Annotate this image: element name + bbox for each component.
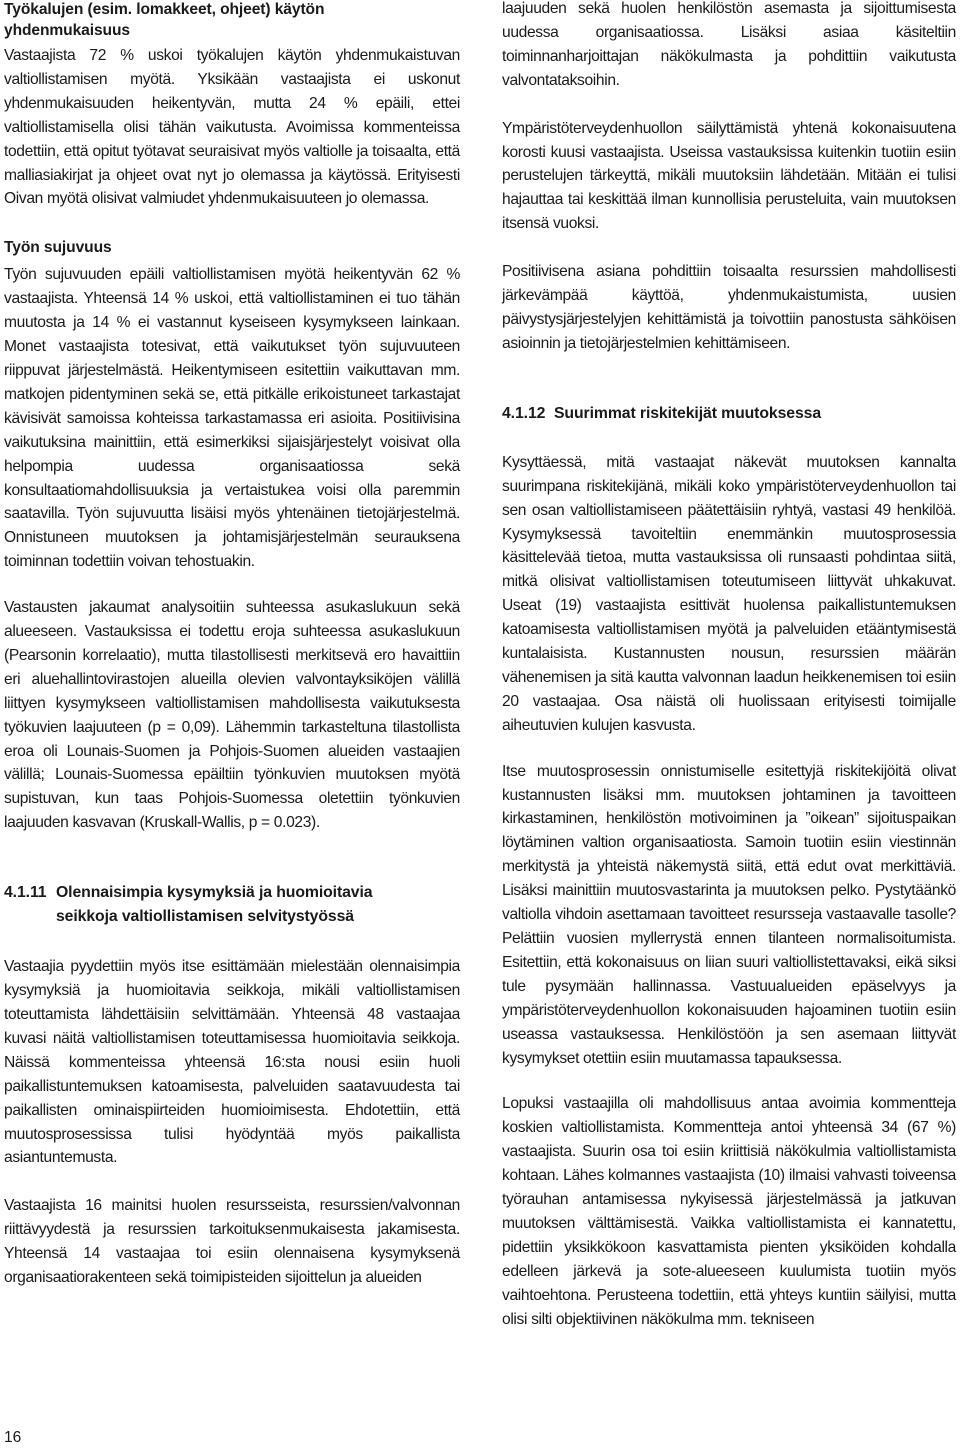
paragraph-tools: Vastaajista 72 % uskoi työkalujen käytön yhdenmukaistuvan valtiollistamisen myötä. Yksikään vastaajista ei uskonut yhdenmukaisuuden heikentyvän, mutta 24 % epäili, ettei valtiollistamisella olisi tähän vaikutusta. Avoimissa kommenteissa todettiin, että opitut työtavat seuraisivat myös valtiolle ja toisaalta, että malliasiakirjat ja ohjeet ovat nyt jo olemassa ja käytössä. Erityisesti Oivan myötä olisivat valmiudet yhdenmukaisuuteen jo olemassa. — [4, 47, 460, 208]
heading-work-flow: Työn sujuvuus — [4, 239, 112, 257]
section-number: 4.1.11 — [4, 884, 47, 902]
paragraph-resources: Vastaajista 16 mainitsi huolen resursseista, resurssien/valvonnan riittävyydestä ja resurssien tarkoituksenmukaisesta jakamisesta. Yhteensä 14 vastaajaa toi esiin olennaisena kysymyksenä organisaatiorakenteen sekä toimipisteiden sijoittelun ja alueiden — [4, 1197, 460, 1287]
section-number: 4.1.12 — [502, 404, 546, 422]
paragraph-positive: Positiivisena asiana pohdittiin toisaalta resurssien mahdollisesti järkevämpää käyttöä, yhdenmukaistumista, uusien päivystysjärjestelyjen kehittämistä ja toivottiin panostusta sähköisen asioinnin ja tietojärjestelmien kehittämiseen. — [502, 263, 956, 352]
left-column — [4, 0, 460, 1290]
paragraph-work-flow: Työn sujuvuuden epäili valtiollistamisen myötä heikentyvän 62 % vastaajista. Yhteensä 14 % uskoi, että valtiollistaminen ei tuo tähän muutosta ja 14 % ei vastannut kyseiseen kysymykseen lainkaan. Monet vastaajista totesivat, että vaikutukset työn sujuvuuteen riippuvat järjestelmästä. Heikentymiseen esitettiin vaikuttavan mm. matkojen pidentyminen sekä se, että pitkälle erikoistuneet tarkastajat kävisivät samoissa kohteissa tarkastamassa eri asioita. Positiivisina vaikutuksina mainittiin, että esimerkiksi sijaisjärjestelyt voisivat olla helpompia uudessa organisaatiossa sekä konsultaatiomahdollisuuksia ja vertaistukea voisi olla paremmin saatavilla. Työn sujuvuutta lisäisi myös yhtenäinen tietojärjestelmä. Onnistuneen muutoksen ja johtamisjärjestelmän seurauksena toiminnan todettiin voivan tehostuakin. — [4, 266, 460, 571]
paragraph-distribution: Vastausten jakaumat analysoitiin suhteessa asukaslukuun sekä alueeseen. Vastauksissa ei todettu eroja suhteessa asukaslukuun (Pearsonin korrelaatio), mutta tilastollisesti merkitsevä ero havaittiin eri aluehallintovirastojen alueilla olevien valvontayksiköjen välillä liittyen kysymykseen valtiollistamisen mahdollisesta vaikutuksesta työkuvien laajuuteen (p = 0,09). Lähemmin tarkasteltuna tilastollista eroa oli Lounais-Suomen ja Pohjois-Suomen alueiden vastaajien välillä; Lounais-Suomessa epäiltiin työnkuvien muutoksen myötä supistuvan, kun taas Pohjois-Suomessa oletettiin työnkuvien laajuuden kasvavan (Kruskall-Wallis, p = 0.023). — [4, 599, 460, 832]
section-heading-4-1-11 — [4, 881, 460, 929]
section-title-line2: seikkoja valtiollistamisen selvitystyössä — [56, 908, 354, 926]
section-title: Suurimmat riskitekijät muutoksessa — [554, 404, 822, 422]
heading-tools-line2: yhdenmukaisuus — [4, 22, 130, 39]
paragraph-final: Lopuksi vastaajilla oli mahdollisuus antaa avoimia kommentteja koskien valtiollistamista. Kommentteja antoi yhteensä 34 (67 %) vastaajista. Suurin osa toi esiin kriittisiä näkökulmia valtiollistamista kohtaan. Lähes kolmannes vastaajista (10) ilmaisi vahvasti toiveensa työrauhan antamisessa nykyisessä järjestelmässä ja jatkuvan muutoksen välttämisestä. Vaikka valtiollistamista ei kannatettu, pidettiin yksikkökoon kasvattamista pienten yksiköiden kohdalla edelleen järkevä ja sote-alueeseen kuulumista tuotiin myös vaihtoehtona. Perusteena todettiin, että yhteys kuntiin säilyisi, mutta olisi silti objektiivinen näkökulma mm. tekniseen — [502, 1095, 956, 1328]
section-heading-4-1-12 — [502, 402, 956, 426]
paragraph-questions: Vastaajia pyydettiin myös itse esittämään mielestään olennaisimpia kysymyksiä ja huomioitavia seikkoja, mikäli valtiollistamisen toteuttamista lähdettäisiin selvittämään. Yhteensä 48 vastaajaa kuvasi näitä valtiollistamisen toteuttamisessa huomioitavia seikkoja. Näissä kommenteissa yhteensä 16:sta nousi esiin huoli paikallistuntemuksen katoamisesta, palveluiden saatavuudesta tai paikallisten ominaispiirteiden huomioimisesta. Ehdotettiin, että muutosprosessissa tulisi hyödyntää myös paikallista asiantuntemusta. — [4, 958, 460, 1167]
page-number: 16 — [4, 1429, 22, 1446]
heading-tools-line1: Työkalujen (esim. lomakkeet, ohjeet) käytön — [4, 1, 325, 18]
paragraph-continuation: laajuuden sekä huolen henkilöstön asemasta ja sijoittumisesta uudessa organisaatiossa. Lisäksi asiaa käsiteltiin toiminnanharjoittajan näkökulmasta ja pohdittiin vaikutusta valvontataksoihin. — [502, 0, 956, 89]
paragraph-risks: Kysyttäessä, mitä vastaajat näkevät muutoksen kannalta suurimpana riskitekijänä, mikäli koko ympäristöterveydenhuollon tai sen osan valtiollistamiseen päätettäisiin ryhtyä, vastasi 49 henkilöä. Kysymyksessä tavoiteltiin enemmänkin muutosprosessia käsittelevää tietoa, mutta vastauksissa oli runsaasti pohdintaa siitä, mitkä olisivat valtiollistamisen toteutumiseen liittyvät uhkakuvat. Useat (19) vastaajista esittivät huolensa paikallistuntemuksen katoamisesta valtiollistamisen myötä ja palveluiden etääntymisestä kuntalaisista. Kustannusten nousun, resurssien määrän vähenemisen ja sitä kautta valvonnan laadun heikkenemisen toi esiin 20 vastaajaa. Osa näistä oli huolissaan erityisesti toimijalle aiheutuvien kulujen kasvusta. — [502, 453, 956, 734]
right-column — [502, 0, 956, 1332]
heading-tools — [4, 0, 460, 41]
section-title-line1: Olennaisimpia kysymyksiä ja huomioitavia — [56, 884, 373, 902]
paragraph-process: Itse muutosprosessin onnistumiselle esitettyjä riskitekijöitä olivat kustannusten lisäksi mm. muutoksen johtaminen ja tavoitteen kirkastaminen, henkilöstön motivoiminen ja ”oikean” sijoituspaikan löytäminen valtion organisaatiosta. Samoin tuotiin esiin viestinnän merkitystä ja yhteistä näkemystä siitä, että edut ovat merkittäviä. Lisäksi mainittiin muutosvastarinta ja muutoksen pelko. Pystytäänkö valtiolla vihdoin asettamaan tavoitteet resursseja vastaavalle tasolle? Pelättiin vuosien myllerrystä ennen tilanteen normalisoitumista. Esitettiin, että kokonaisuus on liian suuri valtiollistettavaksi, eikä siksi tule pysymään hallinnassa. Vastuualueiden epäselvyys ja ympäristöterveydenhuollon kokonaisuuden hajoaminen tuotiin esiin useassa vastauksessa. Henkilöstöön ja sen asemaan liittyvät kysymykset otettiin esiin muutamassa tapauksessa. — [502, 762, 956, 1067]
paragraph-environment: Ympäristöterveydenhuollon säilyttämistä yhtenä kokonaisuutena korosti kuusi vastaajista. Useissa vastauksissa kuitenkin tuotiin esiin perustelujen tärkeyttä, mikäli muutoksiin lähdetään. Mitään ei tulisi hajauttaa tai keskittää ilman kunnollisia perusteluita, vain muutoksen itsensä vuoksi. — [502, 119, 956, 233]
